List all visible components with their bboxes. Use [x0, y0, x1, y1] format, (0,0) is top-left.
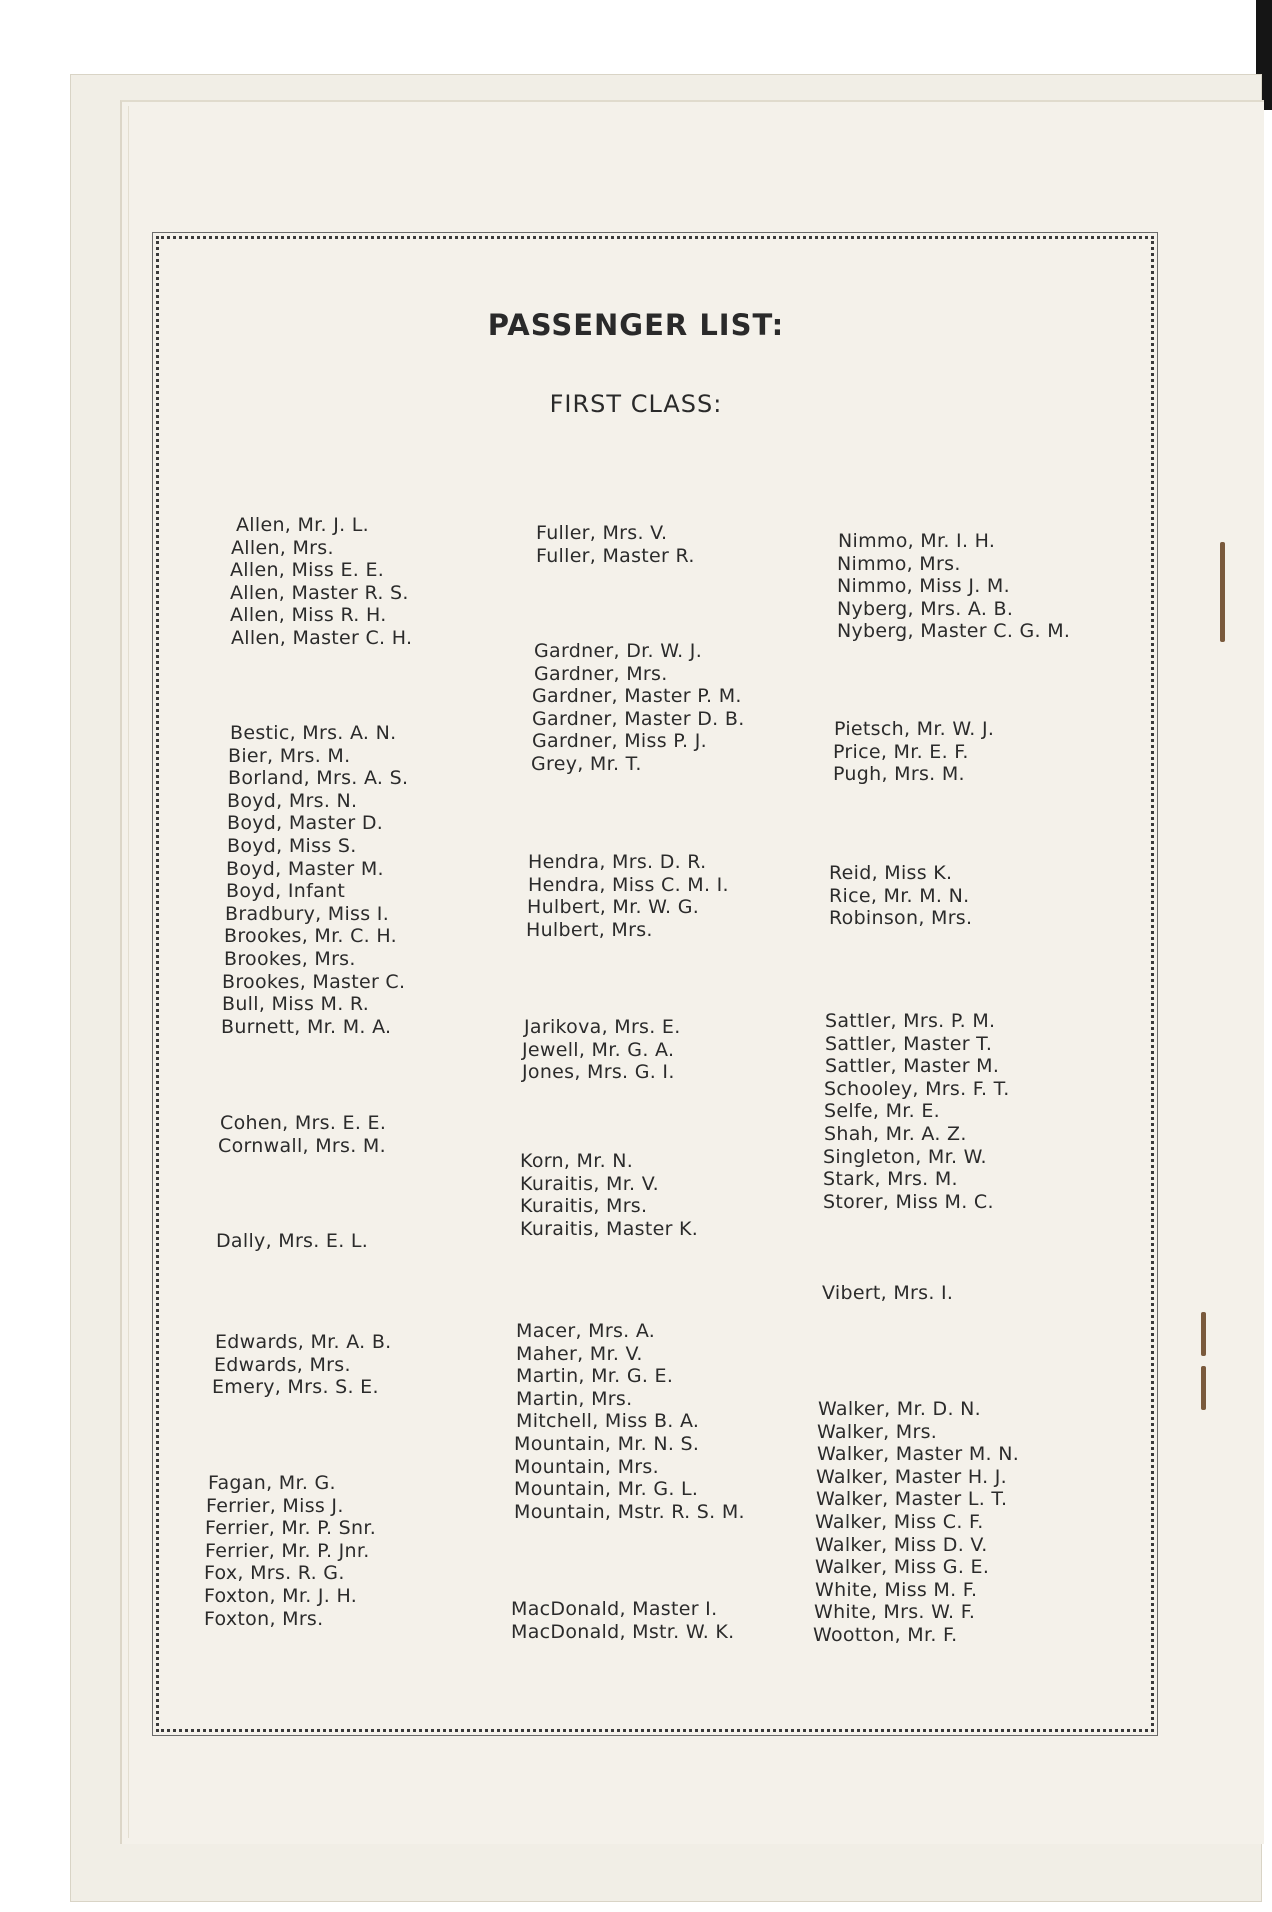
passenger-name: Bestic, Mrs. A. N.	[230, 722, 397, 744]
passenger-name: White, Mrs. W. F.	[814, 1601, 976, 1623]
passenger-name: Nyberg, Master C. G. M.	[837, 620, 1071, 642]
passenger-name: Burnett, Mr. M. A.	[221, 1016, 392, 1038]
passenger-name: Edwards, Mrs.	[214, 1354, 351, 1376]
passenger-name: Korn, Mr. N.	[520, 1150, 634, 1172]
passenger-name: Hulbert, Mrs.	[526, 919, 653, 941]
passenger-name: Sattler, Master T.	[825, 1033, 993, 1055]
passenger-name: Schooley, Mrs. F. T.	[824, 1078, 1010, 1100]
passenger-name: Ferrier, Mr. P. Snr.	[205, 1517, 377, 1539]
passenger-name: Allen, Mr. J. L.	[236, 514, 370, 536]
passenger-name: Hulbert, Mr. W. G.	[527, 896, 700, 918]
passenger-name: Emery, Mrs. S. E.	[212, 1376, 379, 1398]
passenger-name: Nyberg, Mrs. A. B.	[837, 598, 1014, 620]
passenger-name: Borland, Mrs. A. S.	[228, 767, 409, 789]
passenger-name: Martin, Mr. G. E.	[516, 1365, 674, 1387]
passenger-name: Ferrier, Mr. P. Jnr.	[205, 1540, 370, 1562]
scan-background	[0, 0, 1272, 78]
passenger-name: Nimmo, Mrs.	[837, 553, 961, 575]
passenger-name: Mountain, Mr. G. L.	[514, 1478, 699, 1500]
passenger-name: Kuraitis, Master K.	[520, 1218, 699, 1240]
staple-top	[1220, 542, 1225, 642]
passenger-name: Robinson, Mrs.	[829, 907, 973, 929]
passenger-name: Boyd, Master D.	[227, 812, 384, 834]
passenger-name: Shah, Mr. A. Z.	[824, 1123, 967, 1145]
passenger-name: White, Miss M. F.	[815, 1579, 978, 1601]
passenger-name: Selfe, Mr. E.	[824, 1100, 940, 1122]
passenger-name: Hendra, Miss C. M. I.	[528, 874, 729, 896]
passenger-name: Kuraitis, Mrs.	[520, 1195, 648, 1217]
passenger-name: MacDonald, Mstr. W. K.	[511, 1621, 735, 1643]
passenger-name: Grey, Mr. T.	[531, 753, 642, 775]
passenger-name: Boyd, Miss S.	[227, 835, 357, 857]
passenger-name: Cornwall, Mrs. M.	[218, 1135, 386, 1157]
passenger-name: Allen, Master R. S.	[230, 582, 409, 604]
passenger-name: Walker, Mrs.	[817, 1421, 938, 1443]
passenger-name: Edwards, Mr. A. B.	[215, 1331, 392, 1353]
passenger-name: Gardner, Master D. B.	[532, 708, 745, 730]
passenger-name: Bull, Miss M. R.	[222, 993, 370, 1015]
passenger-name: Walker, Master M. N.	[817, 1443, 1020, 1465]
class-heading: FIRST CLASS:	[549, 390, 723, 418]
passenger-name: Walker, Miss C. F.	[815, 1511, 984, 1533]
page-title: PASSENGER LIST:	[487, 308, 785, 342]
passenger-name: Brookes, Master C.	[222, 971, 406, 993]
passenger-name: Walker, Master L. T.	[816, 1488, 1008, 1510]
passenger-name: Fuller, Mrs. V.	[536, 522, 668, 544]
passenger-name: Gardner, Miss P. J.	[532, 730, 707, 752]
passenger-name: Nimmo, Miss J. M.	[837, 575, 1010, 597]
passenger-name: Wootton, Mr. F.	[813, 1624, 958, 1646]
passenger-name: Foxton, Mr. J. H.	[204, 1585, 358, 1607]
passenger-name: Fox, Mrs. R. G.	[204, 1562, 345, 1584]
passenger-name: Boyd, Mrs. N.	[227, 790, 358, 812]
passenger-name: Brookes, Mrs.	[224, 948, 356, 970]
passenger-name: Fagan, Mr. G.	[208, 1472, 336, 1494]
passenger-name: Ferrier, Miss J.	[206, 1495, 344, 1517]
passenger-name: Mountain, Mr. N. S.	[514, 1433, 700, 1455]
passenger-name: Brookes, Mr. C. H.	[224, 925, 397, 947]
passenger-name: Singleton, Mr. W.	[823, 1146, 987, 1168]
staple-bottom-b	[1201, 1366, 1206, 1410]
passenger-name: Vibert, Mrs. I.	[822, 1282, 954, 1304]
passenger-name: Bier, Mrs. M.	[228, 745, 351, 767]
passenger-name: Reid, Miss K.	[829, 862, 953, 884]
passenger-name: Gardner, Master P. M.	[532, 685, 742, 707]
passenger-name: Bradbury, Miss I.	[225, 903, 390, 925]
passenger-name: Stark, Mrs. M.	[823, 1168, 958, 1190]
passenger-name: Hendra, Mrs. D. R.	[528, 851, 707, 873]
passenger-name: Walker, Mr. D. N.	[818, 1398, 982, 1420]
passenger-name: Boyd, Infant	[226, 880, 346, 902]
passenger-name: Rice, Mr. M. N.	[829, 885, 970, 907]
passenger-name: Gardner, Mrs.	[534, 663, 668, 685]
passenger-name: Jewell, Mr. G. A.	[522, 1039, 675, 1061]
passenger-name: Gardner, Dr. W. J.	[534, 640, 703, 662]
passenger-name: Mitchell, Miss B. A.	[516, 1410, 700, 1432]
passenger-name: Mountain, Mstr. R. S. M.	[514, 1501, 745, 1523]
passenger-name: Jarikova, Mrs. E.	[524, 1016, 681, 1038]
passenger-name: Walker, Miss G. E.	[815, 1556, 990, 1578]
passenger-name: Nimmo, Mr. I. H.	[838, 530, 996, 552]
passenger-name: Boyd, Master M.	[226, 858, 384, 880]
passenger-name: Allen, Miss R. H.	[230, 604, 387, 626]
passenger-name: Sattler, Master M.	[825, 1055, 1000, 1077]
passenger-name: Cohen, Mrs. E. E.	[220, 1112, 387, 1134]
passenger-name: Allen, Master C. H.	[231, 627, 413, 649]
passenger-name: Dally, Mrs. E. L.	[216, 1230, 369, 1252]
passenger-name: Jones, Mrs. G. I.	[522, 1061, 675, 1083]
passenger-name: Martin, Mrs.	[516, 1388, 633, 1410]
passenger-name: Fuller, Master R.	[536, 545, 695, 567]
passenger-name: Foxton, Mrs.	[204, 1608, 324, 1630]
passenger-name: Pugh, Mrs. M.	[833, 763, 965, 785]
passenger-name: Mountain, Mrs.	[514, 1456, 659, 1478]
passenger-name: Storer, Miss M. C.	[823, 1191, 994, 1213]
passenger-name: Walker, Master H. J.	[816, 1466, 1007, 1488]
passenger-name: Allen, Miss E. E.	[230, 559, 385, 581]
passenger-name: Price, Mr. E. F.	[833, 741, 969, 763]
passenger-name: Pietsch, Mr. W. J.	[834, 718, 995, 740]
passenger-name: Sattler, Mrs. P. M.	[825, 1010, 996, 1032]
passenger-name: Macer, Mrs. A.	[516, 1320, 656, 1342]
passenger-name: Walker, Miss D. V.	[815, 1534, 988, 1556]
passenger-name: MacDonald, Master I.	[511, 1598, 718, 1620]
passenger-name: Allen, Mrs.	[231, 537, 334, 559]
staple-bottom-a	[1201, 1312, 1206, 1356]
passenger-name: Maher, Mr. V.	[516, 1343, 643, 1365]
passenger-name: Kuraitis, Mr. V.	[520, 1173, 659, 1195]
